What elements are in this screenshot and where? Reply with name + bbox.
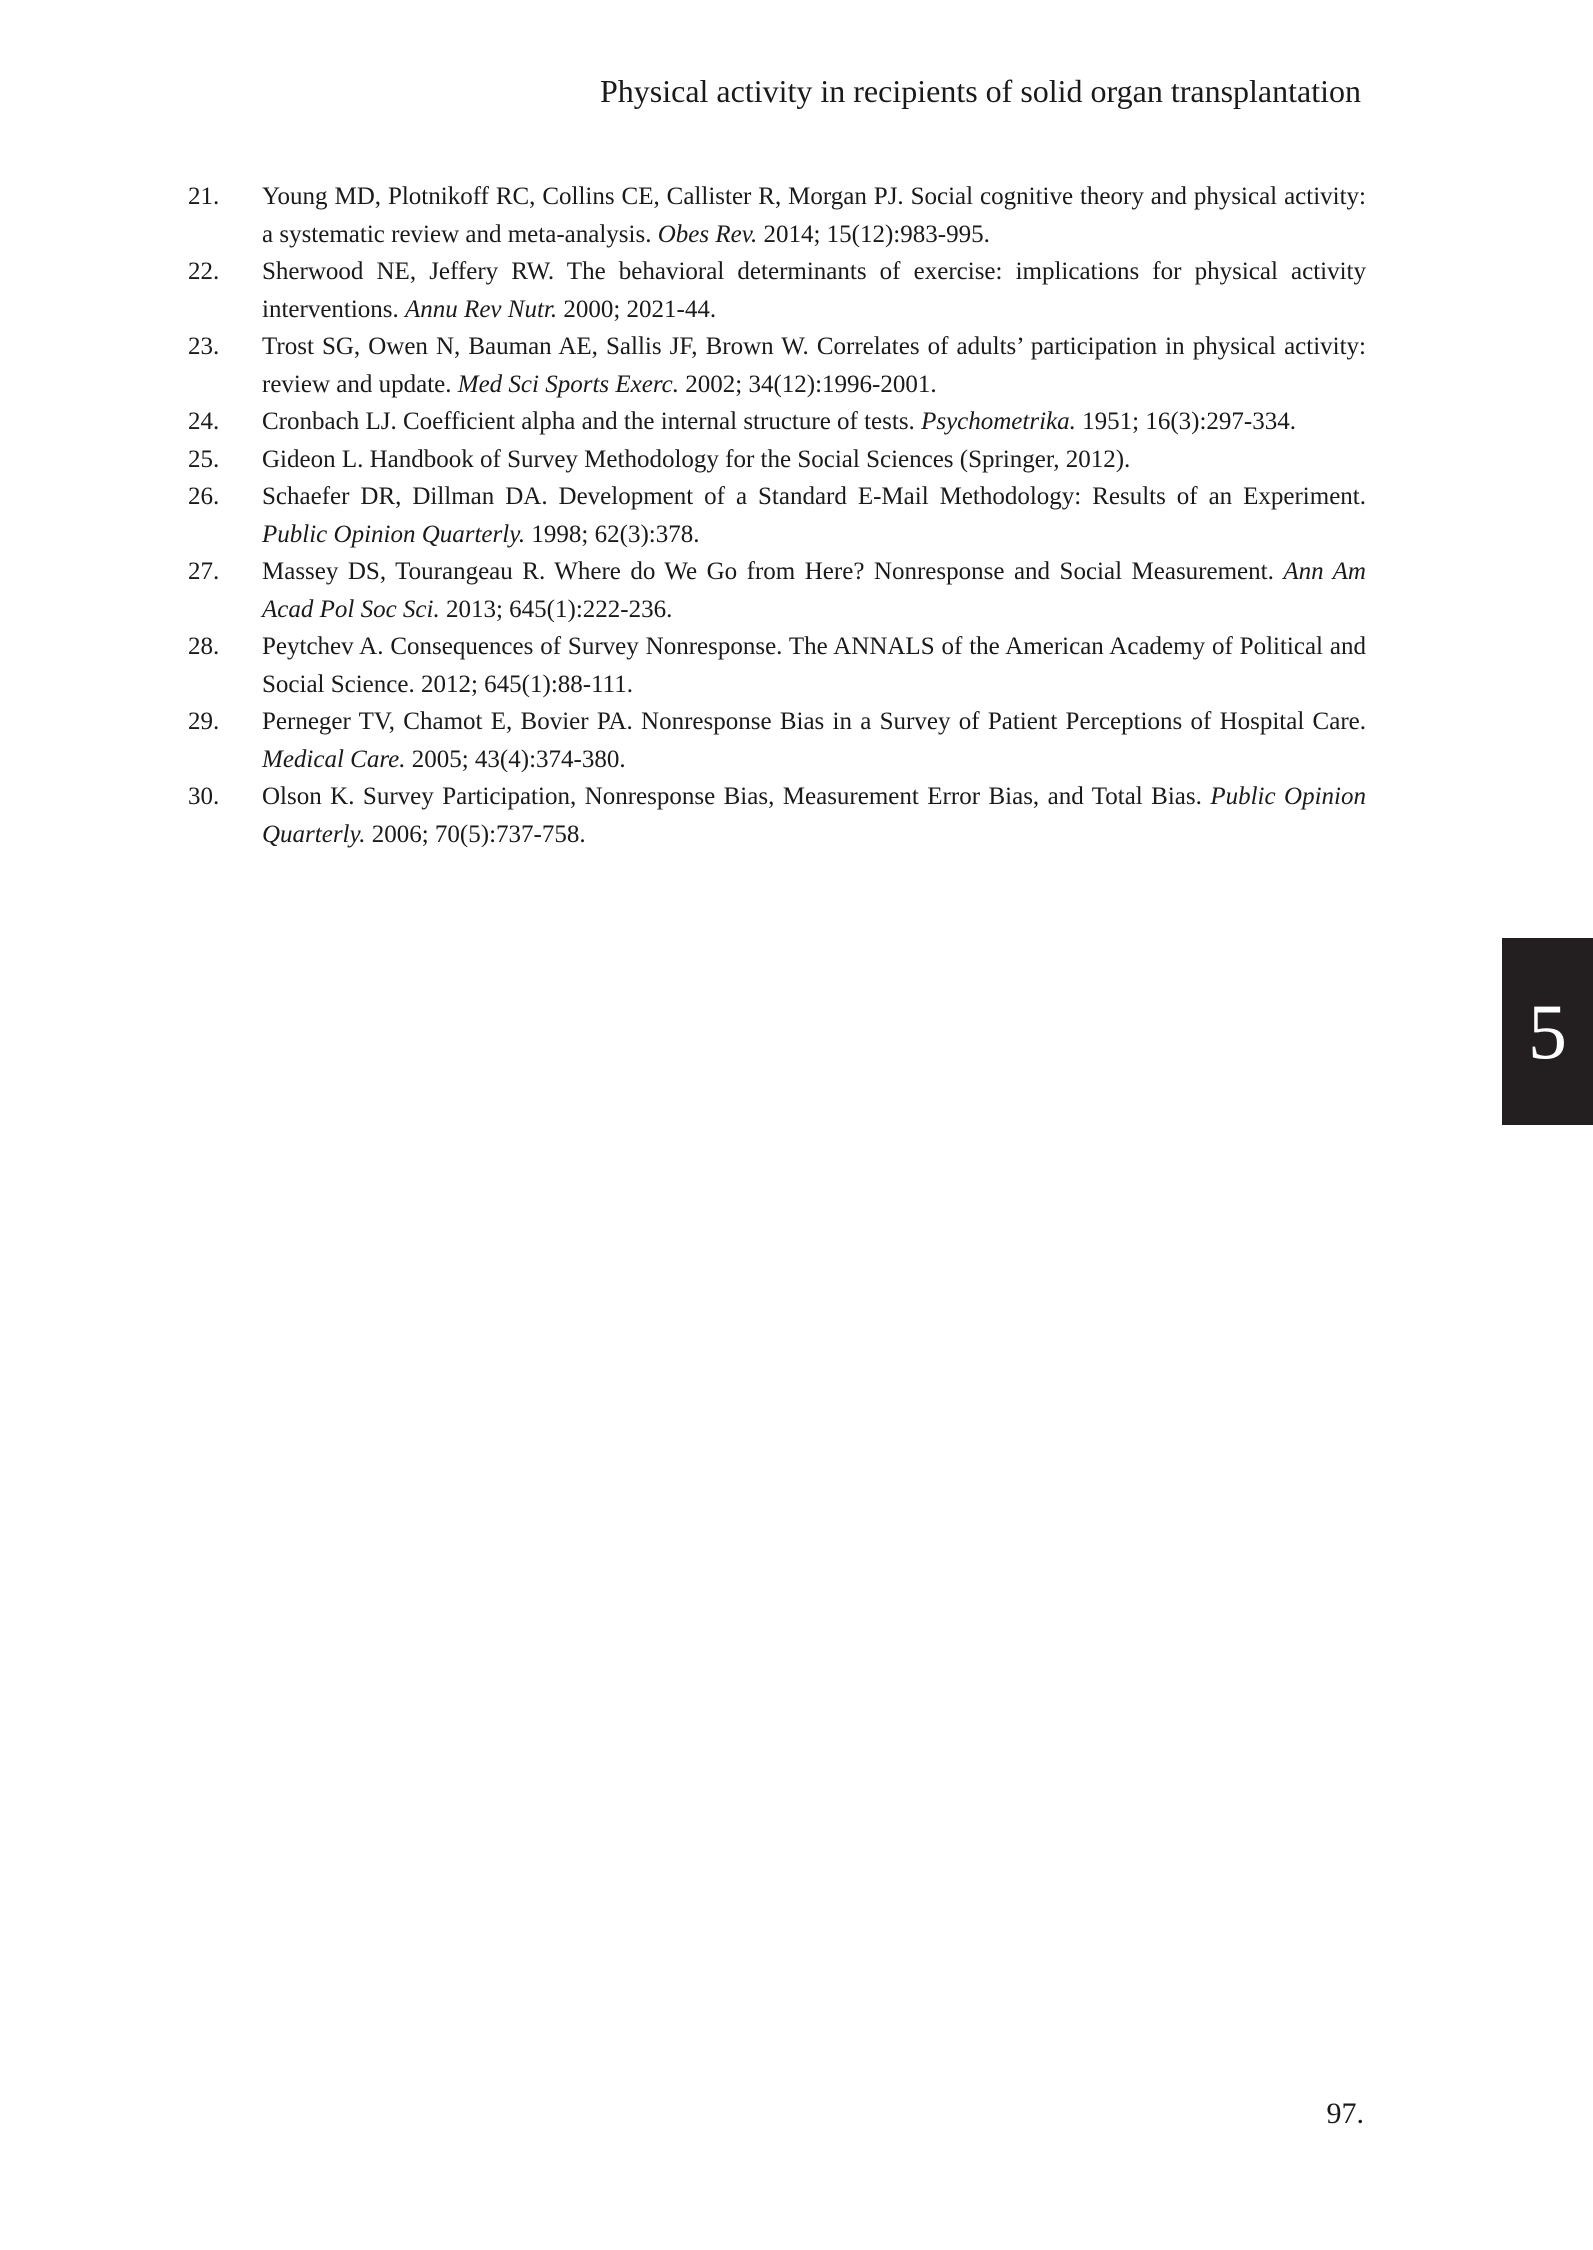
reference-text-segment: Olson K. Survey Participation, Nonresponse Bias, Measurement Error Bias, and Total Bias. <box>262 783 1211 810</box>
reference-list <box>188 178 1366 853</box>
reference-text-segment: Young MD, Plotnikoff RC, Collins CE, Callister R, Morgan PJ. Social cognitive theory and physical activity: a systematic review and meta-analysis. <box>262 183 1366 248</box>
reference-text-segment: Schaefer DR, Dillman DA. Development of a Standard E-Mail Methodology: Results of an Experiment. <box>262 483 1366 510</box>
reference-number: 25. <box>188 445 220 473</box>
reference-journal-title: Obes Rev. <box>657 220 758 248</box>
reference-text-segment: Sherwood NE, Jeffery RW. The behavioral determinants of exercise: implications for physical activity interventions. <box>262 258 1366 323</box>
reference-number: 27. <box>188 558 220 585</box>
reference-text-segment: Gideon L. Handbook of Survey Methodology for the Social Sciences (Springer, 2012). <box>262 445 1131 473</box>
reference-item <box>188 441 1366 479</box>
reference-text <box>262 558 1366 623</box>
reference-item <box>188 253 1366 328</box>
reference-text-segment: 2005; 43(4):374-380. <box>405 745 626 773</box>
reference-number: 24. <box>188 408 220 435</box>
chapter-tab-label: 5 <box>1528 987 1567 1075</box>
reference-journal-title: Public Opinion Quarterly. <box>262 783 1366 848</box>
reference-text-segment: 2006; 70(5):737-758. <box>365 820 586 848</box>
reference-item <box>188 628 1366 703</box>
reference-text-segment: 2000; 2021-44. <box>557 295 717 323</box>
reference-text-segment: Trost SG, Owen N, Bauman AE, Sallis JF, Brown W. Correlates of adults’ participation in physical activity: review and update. <box>262 333 1366 398</box>
reference-text-segment: Perneger TV, Chamot E, Bovier PA. Nonresponse Bias in a Survey of Patient Perceptions of Hospital Care. <box>262 708 1366 735</box>
reference-text-segment: 1998; 62(3):378. <box>525 520 700 548</box>
reference-journal-title: Medical Care. <box>262 745 406 773</box>
reference-text-segment: Massey DS, Tourangeau R. Where do We Go from Here? Nonresponse and Social Measurement. <box>262 558 1284 585</box>
reference-text <box>262 446 1130 473</box>
reference-item <box>188 553 1366 628</box>
chapter-tab <box>1502 938 1593 1125</box>
reference-number: 30. <box>188 783 220 810</box>
reference-item <box>188 778 1366 853</box>
reference-number: 28. <box>188 633 220 660</box>
reference-text <box>262 408 1296 435</box>
reference-item <box>188 328 1366 403</box>
reference-text <box>262 633 1366 698</box>
reference-journal-title: Annu Rev Nutr. <box>405 295 558 323</box>
reference-journal-title: Psychometrika. <box>921 408 1076 435</box>
reference-text-segment: 2014; 15(12):983-995. <box>757 220 990 248</box>
reference-item <box>188 478 1366 553</box>
reference-text-segment: 2013; 645(1):222-236. <box>439 595 673 623</box>
reference-text <box>262 183 1366 248</box>
running-header-title: Physical activity in recipients of solid organ transplantation <box>599 73 1361 109</box>
reference-item <box>188 403 1366 441</box>
reference-number: 26. <box>188 483 220 510</box>
reference-journal-title: Ann Am Acad Pol Soc Sci. <box>262 558 1366 623</box>
reference-text <box>262 258 1366 323</box>
reference-journal-title: Med Sci Sports Exerc. <box>457 370 679 398</box>
reference-text-segment: 2002; 34(12):1996-2001. <box>679 370 937 398</box>
reference-text-segment: Cronbach LJ. Coefficient alpha and the internal structure of tests. <box>262 408 922 435</box>
reference-item <box>188 178 1366 253</box>
reference-text-segment: 1951; 16(3):297-334. <box>1075 408 1296 435</box>
reference-number: 21. <box>188 183 220 210</box>
reference-text <box>262 783 1366 848</box>
reference-item <box>188 703 1366 778</box>
reference-number: 22. <box>188 258 220 285</box>
reference-text <box>262 333 1366 398</box>
reference-text-segment: Peytchev A. Consequences of Survey Nonresponse. The ANNALS of the American Academy of Political and Social Science. 2012; 645(1):88-111. <box>262 633 1366 698</box>
reference-journal-title: Public Opinion Quarterly. <box>262 520 526 548</box>
reference-number: 23. <box>188 333 220 360</box>
reference-text <box>262 483 1366 548</box>
reference-number: 29. <box>188 708 220 735</box>
reference-text <box>262 708 1366 773</box>
page-number: 97. <box>1326 2097 1364 2130</box>
